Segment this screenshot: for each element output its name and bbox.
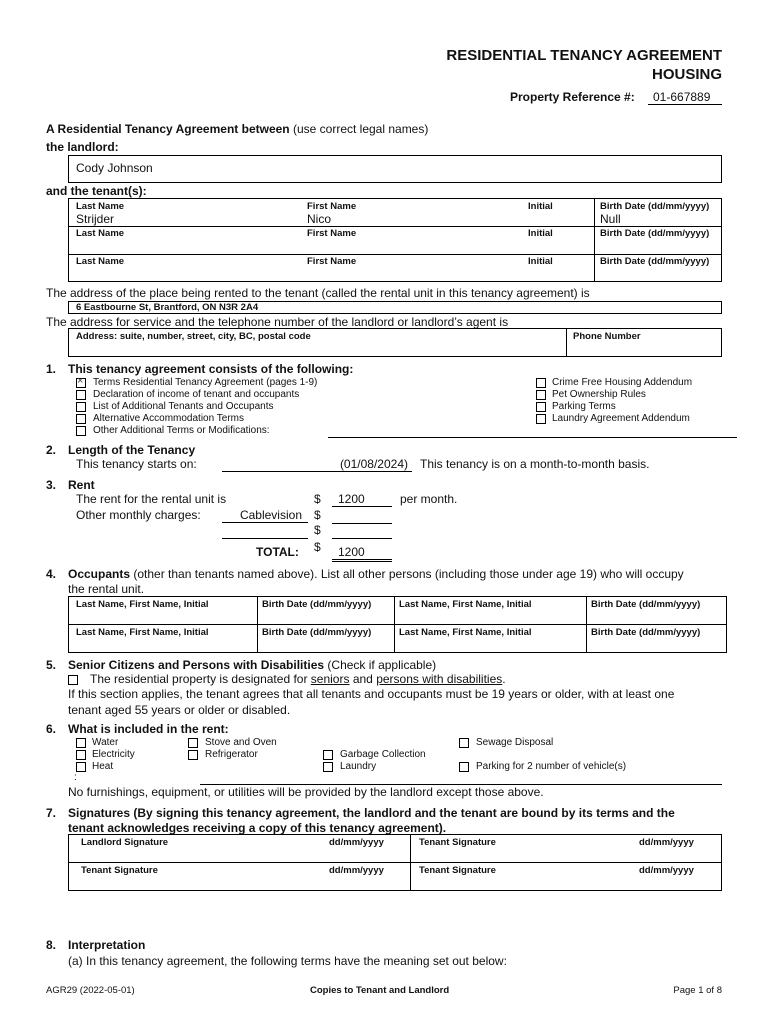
service-col-divider <box>566 329 567 356</box>
tenant-2-first-label: First Name <box>307 228 357 239</box>
other-charge-item-line-2[interactable] <box>222 538 308 539</box>
section-6-title: What is included in the rent: <box>68 722 229 736</box>
form-title-line1: RESIDENTIAL TENANCY AGREEMENT <box>446 47 722 64</box>
occupant-2-birth-label: Birth Date (dd/mm/yyyy) <box>591 599 701 610</box>
property-reference-label: Property Reference #: <box>510 90 635 104</box>
service-address-label: Address: suite, number, street, city, BC, postal code <box>76 331 311 342</box>
label-water: Water <box>92 737 119 748</box>
occupants-table <box>68 596 727 653</box>
section-4-number: 4. <box>46 567 57 581</box>
form-title-line2: HOUSING <box>651 66 722 83</box>
occupant-2-name-label: Last Name, First Name, Initial <box>399 599 532 610</box>
footer-form-code: AGR29 (2022-05-01) <box>46 985 135 996</box>
section-7-title-line2: tenant acknowledges receiving a copy of this tenancy agreement). <box>68 821 447 835</box>
landlord-name-field[interactable] <box>68 155 722 183</box>
landlord-signature-date[interactable]: dd/mm/yyyy <box>329 837 384 848</box>
seniors-period: . <box>502 672 506 686</box>
section-4-text <box>68 567 684 581</box>
service-address-table <box>68 328 722 357</box>
tenant-1-first-label: First Name <box>307 201 357 212</box>
tenants-divider-1 <box>69 226 721 227</box>
section-2-number: 2. <box>46 443 57 457</box>
section-5-heading <box>68 658 436 672</box>
label-pet-ownership: Pet Ownership Rules <box>552 389 646 400</box>
checkbox-seniors-designation[interactable] <box>68 675 78 685</box>
tenant-signature-1-label[interactable]: Tenant Signature <box>419 837 496 848</box>
section-8-title: Interpretation <box>68 938 146 952</box>
intro-line <box>46 122 428 136</box>
other-charges-label: Other monthly charges: <box>76 508 201 522</box>
tenant-1-initial-label: Initial <box>528 201 553 212</box>
tenant-1-birth-label: Birth Date (dd/mm/yyyy) <box>600 201 710 212</box>
checkbox-terms-rta[interactable] <box>76 378 86 388</box>
tenant-1-birth-value[interactable]: Null <box>600 212 621 226</box>
rent-amount-field[interactable]: 1200 <box>332 492 392 507</box>
rent-currency: $ <box>314 492 321 506</box>
rental-address-intro: The address of the place being rented to the tenant (called the rental unit in this tenancy agreement) is <box>46 286 590 300</box>
tenants-table <box>68 198 722 282</box>
tenant-1-last-value[interactable]: Strijder <box>76 212 115 226</box>
tenant-signature-2-label[interactable]: Tenant Signature <box>81 865 158 876</box>
service-phone-label: Phone Number <box>573 331 641 342</box>
other-charge-amount-1[interactable] <box>332 523 392 524</box>
occupants-col-divider-3 <box>586 597 587 652</box>
tenant-3-first-label: First Name <box>307 256 357 267</box>
occupant-4-birth-label: Birth Date (dd/mm/yyyy) <box>591 627 701 638</box>
checkbox-other-terms[interactable] <box>76 426 86 436</box>
tenant-2-initial-label: Initial <box>528 228 553 239</box>
property-reference-field[interactable]: 01-667889 <box>648 90 722 105</box>
checkbox-laundry-addendum[interactable] <box>536 414 546 424</box>
occupant-3-name-label: Last Name, First Name, Initial <box>76 627 209 638</box>
checkbox-refrigerator[interactable] <box>188 750 198 760</box>
occupants-row-divider <box>69 624 726 625</box>
checkbox-heat[interactable] <box>76 762 86 772</box>
footer-copies: Copies to Tenant and Landlord <box>310 985 450 996</box>
section-3-number: 3. <box>46 478 57 492</box>
checkbox-parking-terms[interactable] <box>536 402 546 412</box>
section-1-title: This tenancy agreement consists of the following: <box>68 362 354 376</box>
checkbox-additional-tenants[interactable] <box>76 402 86 412</box>
landlord-label: the landlord: <box>46 140 119 154</box>
section-5-number: 5. <box>46 658 57 672</box>
service-address-intro: The address for service and the telephone number of the landlord or landlord’s agent is <box>46 315 509 329</box>
label-additional-tenants: List of Additional Tenants and Occupants <box>93 401 274 412</box>
occupant-1-name-label: Last Name, First Name, Initial <box>76 599 209 610</box>
signatures-col-divider <box>410 835 411 890</box>
other-charge-item-field[interactable]: Cablevision <box>222 508 308 523</box>
label-laundry-addendum: Laundry Agreement Addendum <box>552 413 690 424</box>
tenant-signature-3-date[interactable]: dd/mm/yyyy <box>639 865 694 876</box>
label-terms-rta: Terms Residential Tenancy Agreement (pages 1-9) <box>93 377 318 388</box>
rent-label: The rent for the rental unit is <box>76 492 227 506</box>
section-7-number: 7. <box>46 806 57 820</box>
intro-bold: A Residential Tenancy Agreement between <box>46 122 290 136</box>
section-3-title: Rent <box>68 478 95 492</box>
checkbox-garbage[interactable] <box>323 750 333 760</box>
landlord-signature-label[interactable]: Landlord Signature <box>81 837 169 848</box>
section-4-text-rest: (other than tenants named above). List all other persons (including those under age 19) who will occupy <box>133 567 684 581</box>
tenancy-starts-label: This tenancy starts on: <box>76 457 197 471</box>
checkbox-alternative-accommodation[interactable] <box>76 414 86 424</box>
seniors-designation-text <box>90 672 506 686</box>
label-laundry: Laundry <box>340 761 377 772</box>
occupant-1-birth-label: Birth Date (dd/mm/yyyy) <box>262 599 372 610</box>
tenant-1-last-label: Last Name <box>76 201 125 212</box>
seniors-and: and <box>352 672 373 686</box>
tenant-signature-3-label[interactable]: Tenant Signature <box>419 865 496 876</box>
tenant-3-birth-label: Birth Date (dd/mm/yyyy) <box>600 256 710 267</box>
tenant-1-first-value[interactable]: Nico <box>307 212 332 226</box>
section-2-title: Length of the Tenancy <box>68 443 196 457</box>
checkbox-sewage[interactable] <box>459 738 469 748</box>
section-5-note: (Check if applicable) <box>327 658 437 672</box>
label-refrigerator: Refrigerator <box>205 749 258 760</box>
label-garbage: Garbage Collection <box>340 749 426 760</box>
other-charge-currency-1: $ <box>314 508 321 522</box>
section-6-number: 6. <box>46 722 57 736</box>
section-5-title: Senior Citizens and Persons with Disabilities <box>68 658 325 672</box>
tenant-signature-2-date[interactable]: dd/mm/yyyy <box>329 865 384 876</box>
checkbox-pet-ownership[interactable] <box>536 390 546 400</box>
occupants-col-divider-2 <box>394 597 395 652</box>
tenants-col-divider <box>594 199 595 281</box>
rent-per-month: per month. <box>400 492 458 506</box>
label-declaration-income: Declaration of income of tenant and occupants <box>93 389 300 400</box>
occupants-col-divider-1 <box>257 597 258 652</box>
section-5-para-2: tenant aged 55 years or older or disabled. <box>68 703 291 717</box>
label-other-terms: Other Additional Terms or Modifications: <box>93 425 270 436</box>
rental-address-value: 6 Eastbourne St, Brantford, ON N3R 2A4 <box>76 302 259 313</box>
label-parking-terms: Parking Terms <box>552 401 616 412</box>
seniors-link[interactable]: seniors <box>310 672 350 686</box>
seniors-text-a: The residential property is designated for <box>90 672 308 686</box>
footer-page: Page 1 of 8 <box>673 985 722 996</box>
form-title <box>446 46 722 84</box>
section-4-title: Occupants <box>68 567 131 581</box>
label-electricity: Electricity <box>92 749 135 760</box>
landlord-name-value: Cody Johnson <box>76 161 153 175</box>
total-amount-field[interactable]: 1200 <box>332 545 392 562</box>
label-parking: Parking for 2 number of vehicle(s) <box>476 761 627 772</box>
tenants-divider-2 <box>69 254 721 255</box>
label-stove-oven: Stove and Oven <box>205 737 277 748</box>
section-1-number: 1. <box>46 362 57 376</box>
signatures-row-divider <box>69 862 721 863</box>
section-7-title <box>68 806 675 836</box>
occupant-4-name-label: Last Name, First Name, Initial <box>399 627 532 638</box>
intro-note: (use correct legal names) <box>292 122 429 136</box>
tenants-label: and the tenant(s): <box>46 184 147 198</box>
checkbox-declaration-income[interactable] <box>76 390 86 400</box>
tenancy-start-date-field[interactable]: (01/08/2024) <box>222 457 412 472</box>
rental-address-field[interactable] <box>68 301 722 314</box>
disabilities-link[interactable]: persons with disabilities <box>376 672 503 686</box>
checkbox-crime-free[interactable] <box>536 378 546 388</box>
section-6-footer-text: No furnishings, equipment, or utilities will be provided by the landlord except those above. <box>68 785 544 799</box>
tenancy-basis-text: This tenancy is on a month-to-month basis. <box>420 457 650 471</box>
checkbox-electricity[interactable] <box>76 750 86 760</box>
tenant-2-birth-label: Birth Date (dd/mm/yyyy) <box>600 228 710 239</box>
other-terms-line[interactable] <box>328 437 737 438</box>
tenant-3-initial-label: Initial <box>528 256 553 267</box>
section-7-title-line1: Signatures (By signing this tenancy agreement, the landlord and the tenant are bound by its terms and the <box>68 806 675 820</box>
section-8-para: (a) In this tenancy agreement, the following terms have the meaning set out below: <box>68 954 507 968</box>
section-8-number: 8. <box>46 938 57 952</box>
total-label: TOTAL: <box>256 545 299 559</box>
checkbox-stove-oven[interactable] <box>188 738 198 748</box>
checkbox-water[interactable] <box>76 738 86 748</box>
section-5-para-1: If this section applies, the tenant agrees that all tenants and occupants must be 19 years or older, with at least one <box>68 687 675 701</box>
other-charge-currency-2: $ <box>314 523 321 537</box>
checkbox-parking[interactable] <box>459 762 469 772</box>
total-currency: $ <box>314 540 321 554</box>
label-alternative-accommodation: Alternative Accommodation Terms <box>93 413 244 424</box>
label-crime-free: Crime Free Housing Addendum <box>552 377 693 388</box>
other-charge-amount-2[interactable] <box>332 538 392 539</box>
label-heat: Heat <box>92 761 114 772</box>
checkbox-laundry[interactable] <box>323 762 333 772</box>
section-4-text-line2: the rental unit. <box>68 582 145 596</box>
signatures-table <box>68 834 722 891</box>
tenant-signature-1-date[interactable]: dd/mm/yyyy <box>639 837 694 848</box>
section-6-colon: : <box>74 772 77 783</box>
label-sewage: Sewage Disposal <box>476 737 554 748</box>
tenant-3-last-label: Last Name <box>76 256 125 267</box>
tenant-2-last-label: Last Name <box>76 228 125 239</box>
occupant-3-birth-label: Birth Date (dd/mm/yyyy) <box>262 627 372 638</box>
